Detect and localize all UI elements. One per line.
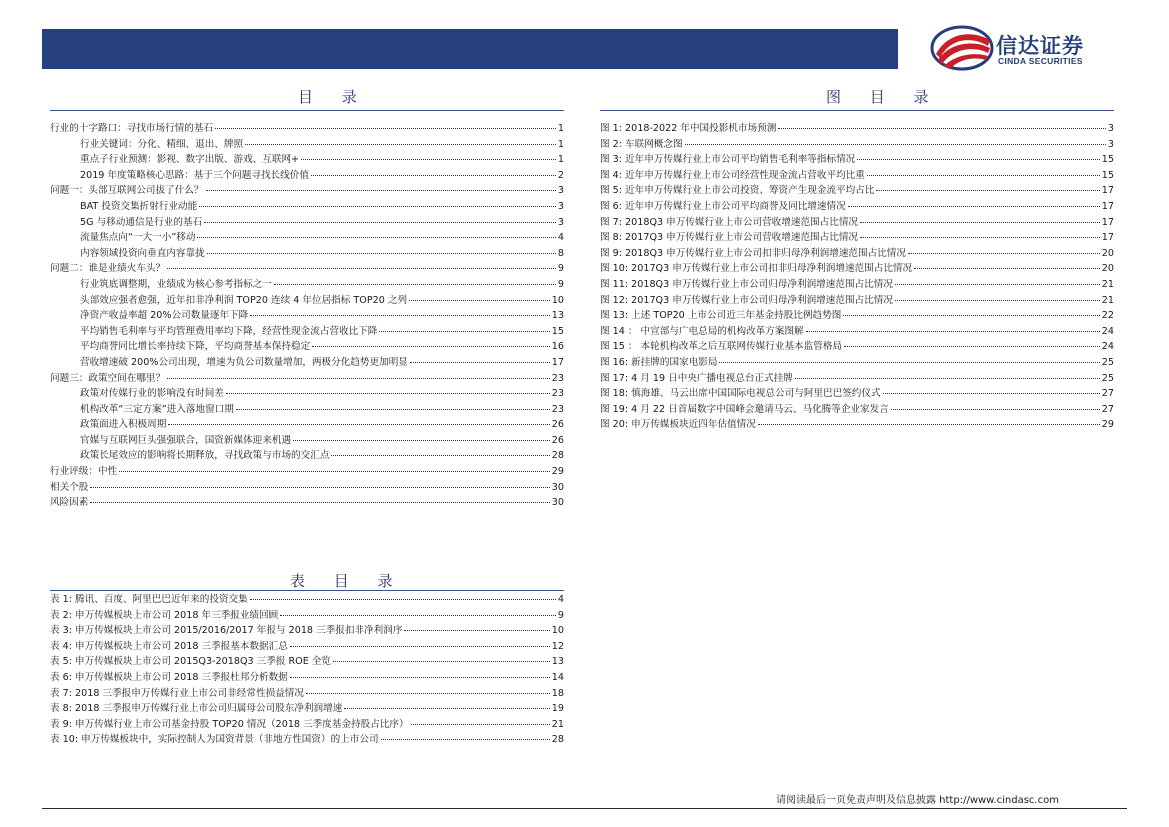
figure-toc-entry-page: 27: [1101, 388, 1114, 400]
figure-toc-entry-page: 17: [1101, 200, 1114, 212]
figure-toc-entry-page: 25: [1101, 372, 1114, 384]
figure-toc-entry-label: 图 7: 2018Q3 申万传媒行业上市公司营收增速范围占比情况: [600, 216, 859, 228]
table-toc-list: [50, 592, 564, 748]
table-toc-entry-label: 表 4: 申万传媒板块上市公司 2018 三季报基本数据汇总: [50, 640, 288, 652]
figure-toc-entry-page: 21: [1101, 294, 1114, 306]
figure-toc-entry-page: 17: [1101, 216, 1114, 228]
toc-entry[interactable]: [50, 386, 564, 402]
toc-entry-label: 内容领域投资向垂直内容靠拢: [80, 247, 205, 259]
table-toc-entry-label: 表 5: 申万传媒板块上市公司 2015Q3-2018Q3 三季报 ROE 全览: [50, 656, 332, 668]
brand-name-cn: 信达证券: [996, 34, 1084, 58]
table-toc-entry-label: 表 9: 申万传媒行业上市公司基金持股 TOP20 情况（2018 三季度基金持股占比序）: [50, 718, 409, 730]
dot-leader: [290, 646, 550, 647]
toc-entry-page: 3: [557, 216, 564, 228]
toc-entry-label: 2019 年度策略核心思路：基于三个问题寻找长线价值: [80, 169, 309, 181]
toc-entry[interactable]: [50, 293, 564, 309]
toc-entry[interactable]: [50, 215, 564, 231]
toc-entry[interactable]: [50, 168, 564, 184]
toc-entry-page: 9: [557, 278, 564, 290]
table-toc-entry-page: 4: [557, 594, 564, 605]
dot-leader: [290, 677, 550, 678]
figure-toc-entry-page: 20: [1101, 247, 1114, 259]
toc-entry-label: 问题三：政策空间在哪里？: [50, 372, 166, 384]
table-toc-entry[interactable]: [50, 623, 564, 639]
toc-entry-page: 3: [557, 185, 564, 197]
toc-entry[interactable]: [50, 324, 564, 340]
figure-toc-entry[interactable]: [600, 339, 1114, 355]
table-toc-entry-page: 12: [551, 640, 564, 652]
brand-logo: [930, 24, 1140, 74]
toc-entry[interactable]: [50, 199, 564, 215]
toc-entry-label: 问题一：头部互联网公司拔了什么？: [50, 185, 204, 197]
dot-leader: [411, 724, 550, 725]
figure-toc-entry-page: 17: [1101, 232, 1114, 244]
toc-entry-label: 流量焦点向“一大一小”移动: [80, 232, 196, 244]
dot-leader: [204, 222, 556, 223]
toc-entry-page: 4: [557, 232, 564, 244]
cinda-logo-icon: [930, 24, 994, 72]
toc-entry-page: 23: [551, 388, 564, 400]
toc-entry-page: 1: [557, 123, 564, 134]
toc-entry-page: 9: [557, 263, 564, 275]
figure-toc-entry[interactable]: [600, 402, 1114, 418]
table-toc-entry[interactable]: [50, 654, 564, 670]
figure-toc-entry[interactable]: [600, 277, 1114, 293]
toc-entry[interactable]: [50, 480, 564, 496]
figure-toc-entry-page: 17: [1101, 185, 1114, 197]
dot-leader: [167, 378, 550, 379]
dot-leader: [215, 128, 556, 129]
figure-toc-entry-page: 3: [1107, 123, 1114, 134]
table-toc-entry-page: 19: [551, 703, 564, 715]
toc-entry-label: 行业的十字路口：寻找市场行情的基石: [50, 123, 214, 134]
toc-entry-page: 3: [557, 200, 564, 212]
toc-entry-page: 1: [557, 138, 564, 150]
table-toc-entry-label: 表 2: 申万传媒板块上市公司 2018 年三季报业绩回顾: [50, 609, 279, 621]
dot-leader: [280, 615, 556, 616]
figure-toc-entry-page: 25: [1101, 356, 1114, 368]
figure-toc-entry-label: 图 4: 近年申万传媒行业上市公司经营性现金流占营收平均比重: [600, 169, 865, 181]
toc-entry-label: 净资产收益率超 20%公司数量逐年下降: [80, 310, 249, 322]
dot-leader: [333, 661, 550, 662]
dot-leader: [119, 471, 550, 472]
table-toc-entry-page: 9: [557, 609, 564, 621]
toc-entry[interactable]: [50, 137, 564, 153]
figure-toc-entry-label: 图 19: 4 月 22 日首届数字中国峰会邀请马云、马化腾等企业家发言: [600, 403, 889, 415]
dot-leader: [245, 144, 556, 145]
figure-toc-entry-page: 29: [1101, 419, 1114, 431]
toc-entry-label: 问题二：谁是业绩火车头？: [50, 263, 166, 275]
dot-leader: [90, 487, 549, 488]
dot-leader: [250, 315, 550, 316]
table-toc-entry[interactable]: [50, 592, 564, 608]
table-toc-entry-label: 表 1: 腾讯、百度、阿里巴巴近年来的投资交集: [50, 594, 248, 605]
toc-entry-page: 8: [557, 247, 564, 259]
header-bar: [42, 29, 898, 69]
toc-entry-page: 26: [551, 419, 564, 431]
toc-entry-label: 政策对传媒行业的影响没有时间差: [80, 388, 224, 400]
table-toc-entry-label: 表 10: 申万传媒板块中，实际控制人为国资背景（非地方性国资）的上市公司: [50, 734, 379, 746]
toc-entry-page: 13: [551, 310, 564, 322]
dot-leader: [250, 599, 556, 600]
figure-toc-entry-page: 21: [1101, 278, 1114, 290]
table-toc-entry[interactable]: [50, 670, 564, 686]
toc-entry-page: 1: [557, 154, 564, 166]
dot-leader: [236, 409, 550, 410]
dot-leader: [891, 409, 1100, 410]
dot-leader: [311, 175, 556, 176]
figure-toc-entry-label: 图 17: 4 月 19 日中央广播电视总台正式挂牌: [600, 372, 793, 384]
footer-disclaimer: 请阅读最后一页免责声明及信息披露 http://www.cindasc.com: [776, 795, 1059, 806]
dot-leader: [914, 268, 1100, 269]
figure-toc-entry-page: 3: [1107, 138, 1114, 150]
toc-entry-page: 17: [551, 356, 564, 368]
toc-entry[interactable]: [50, 448, 564, 464]
dot-leader: [293, 440, 550, 441]
figure-toc-entry[interactable]: [600, 261, 1114, 277]
toc-entry-label: 营收增速破 200%公司出现，增速为负公司数量增加，两极分化趋势更加明显: [80, 356, 408, 368]
footer-rule: [42, 808, 1127, 809]
figure-toc-entry[interactable]: [600, 168, 1114, 184]
figure-toc-entry-label: 图 10: 2017Q3 申万传媒行业上市公司扣非归母净利润增速范围占比情况: [600, 263, 913, 275]
toc-entry[interactable]: [50, 464, 564, 480]
dot-leader: [857, 159, 1100, 160]
dot-leader: [844, 346, 1100, 347]
dot-leader: [379, 331, 549, 332]
toc-entry-page: 30: [551, 497, 564, 509]
toc-entry-label: 机构改革“三定方案”进入落地窗口期: [80, 403, 234, 415]
figure-toc-entry-label: 图 5: 近年申万传媒行业上市公司投资、筹资产生现金流平均占比: [600, 185, 875, 197]
dot-leader: [685, 144, 1106, 145]
toc-entry[interactable]: [50, 308, 564, 324]
toc-entry[interactable]: [50, 121, 564, 137]
toc-entry-label: 平均商誉同比增长率持续下降，平均商誉基本保持稳定: [80, 341, 311, 353]
toc-entry[interactable]: [50, 371, 564, 387]
toc-entry-label: 风险因素: [50, 497, 89, 509]
figure-toc-entry-page: 24: [1101, 341, 1114, 353]
toc-entry[interactable]: [50, 230, 564, 246]
dot-leader: [199, 206, 556, 207]
figure-toc-entry[interactable]: [600, 183, 1114, 199]
dot-leader: [860, 222, 1100, 223]
toc-entry[interactable]: [50, 402, 564, 418]
figure-toc-entry-label: 图 1: 2018-2022 年中国投影机市场预测: [600, 123, 777, 134]
dot-leader: [860, 237, 1100, 238]
table-toc-entry[interactable]: [50, 686, 564, 702]
toc-entry[interactable]: [50, 277, 564, 293]
table-toc-entry[interactable]: [50, 701, 564, 717]
figure-toc-entry-label: 图 2: 车联网概念图: [600, 138, 683, 150]
toc-entry-label: 行业评级：中性: [50, 466, 118, 478]
dot-leader: [226, 393, 550, 394]
dot-leader: [795, 378, 1100, 379]
toc-entry-label: 政策长尾效应的影响将长期释放，寻找政策与市场的交汇点: [80, 450, 330, 462]
dot-leader: [301, 159, 556, 160]
dot-leader: [344, 708, 549, 709]
dot-leader: [883, 393, 1100, 394]
table-toc-entry-page: 10: [551, 625, 564, 637]
dot-leader: [758, 424, 1100, 425]
figure-toc-entry-label: 图 16: 新挂牌的国家电影局: [600, 356, 718, 368]
dot-leader: [331, 455, 549, 456]
figure-toc-entry-page: 20: [1101, 263, 1114, 275]
table-toc-entry-page: 21: [551, 718, 564, 730]
table-toc-entry-label: 表 3: 申万传媒板块上市公司 2015/2016/2017 年报与 2018 三季报扣非净利润序: [50, 625, 403, 637]
figure-toc-entry-page: 24: [1101, 325, 1114, 337]
table-toc-entry-label: 表 8: 2018 三季报申万传媒行业上市公司归属母公司股东净利润增速: [50, 703, 343, 715]
toc-entry[interactable]: [50, 417, 564, 433]
toc-entry-label: 行业关键词：分化、精细、退出、牌照: [80, 138, 244, 150]
toc-entry-page: 15: [551, 325, 564, 337]
figure-toc-entry[interactable]: [600, 121, 1114, 137]
toc-entry-page: 26: [551, 434, 564, 446]
toc-entry-label: 平均销售毛利率与平均管理费用率均下降，经营性现金流占营收比下降: [80, 325, 378, 337]
toc-entry-page: 23: [551, 372, 564, 384]
figure-toc-entry-label: 图 9: 2018Q3 申万传媒行业上市公司扣非归母净利润增速范围占比情况: [600, 247, 906, 259]
figure-toc-list: [600, 121, 1114, 433]
toc-entry-label: 官媒与互联网巨头强强联合，国资新媒体迎来机遇: [80, 434, 292, 446]
table-toc-entry[interactable]: [50, 608, 564, 624]
toc-entry-label: 头部效应强者愈强，近年扣非净利润 TOP20 连续 4 年位居指标 TOP20 之列: [80, 294, 408, 306]
toc-entry-label: 相关个股: [50, 481, 89, 493]
figure-toc-title: 图 目 录: [826, 88, 941, 106]
table-toc-title-rule: [50, 590, 564, 591]
dot-leader: [409, 300, 550, 301]
figure-toc-entry-label: 图 11: 2018Q3 申万传媒行业上市公司归母净利润增速范围占比情况: [600, 278, 893, 290]
toc-entry-label: BAT 投资交集折射行业动能: [80, 200, 198, 212]
toc-entry[interactable]: [50, 246, 564, 262]
toc-entry-label: 重点子行业预测：影视、数字出版、游戏、互联网+: [80, 154, 300, 166]
figure-toc-entry[interactable]: [600, 137, 1114, 153]
dot-leader: [806, 331, 1100, 332]
toc-entry-page: 16: [551, 341, 564, 353]
toc-entry[interactable]: [50, 433, 564, 449]
table-toc-title: 表 目 录: [290, 572, 405, 590]
table-toc-entry-label: 表 7: 2018 三季报申万传媒行业上市公司非经常性损益情况: [50, 687, 304, 699]
toc-entry[interactable]: [50, 339, 564, 355]
figure-toc-entry[interactable]: [600, 152, 1114, 168]
figure-toc-entry[interactable]: [600, 308, 1114, 324]
dot-leader: [381, 739, 550, 740]
figure-toc-entry-label: 图 3: 近年申万传媒行业上市公司平均销售毛利率等指标情况: [600, 154, 856, 166]
figure-toc-entry-label: 图 13: 上述 TOP20 上市公司近三年基金持股比例趋势图: [600, 310, 842, 322]
table-toc-entry-page: 13: [551, 656, 564, 668]
dot-leader: [207, 253, 556, 254]
toc-entry-label: 政策面进入积极周期: [80, 419, 167, 431]
figure-toc-entry-label: 图 12: 2017Q3 申万传媒行业上市公司归母净利润增速范围占比情况: [600, 294, 893, 306]
figure-toc-entry[interactable]: [600, 386, 1114, 402]
toc-entry[interactable]: [50, 355, 564, 371]
dot-leader: [895, 300, 1100, 301]
dot-leader: [167, 268, 556, 269]
dot-leader: [908, 253, 1100, 254]
figure-toc-entry-page: 27: [1101, 403, 1114, 415]
toc-entry-page: 29: [551, 466, 564, 478]
figure-toc-entry-label: 图 6: 近年申万传媒行业上市公司平均商誉及同比增速情况: [600, 200, 846, 212]
figure-toc-entry[interactable]: [600, 215, 1114, 231]
dot-leader: [312, 346, 550, 347]
toc-title-rule: [50, 110, 564, 111]
dot-leader: [90, 502, 549, 503]
table-toc-entry[interactable]: [50, 732, 564, 748]
dot-leader: [843, 315, 1099, 316]
figure-toc-entry-page: 22: [1101, 310, 1114, 322]
toc-entry-page: 10: [551, 294, 564, 306]
toc-entry-page: 2: [557, 169, 564, 181]
table-toc-entry-page: 18: [551, 687, 564, 699]
dot-leader: [895, 284, 1100, 285]
figure-toc-entry[interactable]: [600, 355, 1114, 371]
toc-title: 目 录: [298, 88, 369, 106]
table-toc-entry-page: 14: [551, 671, 564, 683]
toc-entry[interactable]: [50, 183, 564, 199]
figure-toc-entry[interactable]: [600, 371, 1114, 387]
dot-leader: [410, 362, 550, 363]
figure-toc-entry[interactable]: [600, 246, 1114, 262]
toc-entry-page: 23: [551, 403, 564, 415]
figure-toc-entry-page: 15: [1101, 154, 1114, 166]
dot-leader: [306, 693, 550, 694]
dot-leader: [197, 237, 555, 238]
figure-toc-entry[interactable]: [600, 324, 1114, 340]
figure-toc-entry[interactable]: [600, 199, 1114, 215]
figure-toc-entry[interactable]: [600, 417, 1114, 433]
figure-toc-entry-label: 图 8: 2017Q3 申万传媒行业上市公司营收增速范围占比情况: [600, 232, 859, 244]
table-toc-entry-page: 28: [551, 734, 564, 746]
figure-toc-entry-label: 图 18: 慎海雄、马云出席中国国际电视总公司与阿里巴巴签约仪式: [600, 388, 881, 400]
dot-leader: [778, 128, 1106, 129]
toc-entry[interactable]: [50, 152, 564, 168]
dot-leader: [206, 190, 556, 191]
brand-name-en: CINDA SECURITIES: [998, 56, 1083, 66]
table-toc-entry[interactable]: [50, 717, 564, 733]
figure-toc-entry-label: 图 14 ： 中宣部与广电总局的机构改革方案图解: [600, 325, 804, 337]
figure-toc-entry-label: 图 15 ： 本轮机构改革之后互联网传媒行业基本监管格局: [600, 341, 843, 353]
toc-entry[interactable]: [50, 495, 564, 511]
toc-entry-label: 行业筑底调整期，业绩成为核心参考指标之一: [80, 278, 272, 290]
dot-leader: [876, 190, 1099, 191]
toc-entry-page: 28: [551, 450, 564, 462]
figure-toc-entry-label: 图 20: 申万传媒板块近四年估值情况: [600, 419, 756, 431]
dot-leader: [274, 284, 556, 285]
table-toc-entry[interactable]: [50, 639, 564, 655]
figure-toc-entry[interactable]: [600, 230, 1114, 246]
table-toc-entry-label: 表 6: 申万传媒板块上市公司 2018 三季报杜邦分析数据: [50, 671, 288, 683]
toc-entry[interactable]: [50, 261, 564, 277]
dot-leader: [168, 424, 549, 425]
figure-toc-entry-page: 15: [1101, 169, 1114, 181]
figure-toc-title-rule: [600, 110, 1114, 111]
dot-leader: [867, 175, 1100, 176]
dot-leader: [404, 630, 549, 631]
figure-toc-entry[interactable]: [600, 293, 1114, 309]
toc-entry-label: 5G 与移动通信是行业的基石: [80, 216, 203, 228]
toc-entry-page: 30: [551, 481, 564, 493]
toc-list: [50, 121, 564, 511]
dot-leader: [848, 206, 1100, 207]
dot-leader: [719, 362, 1099, 363]
